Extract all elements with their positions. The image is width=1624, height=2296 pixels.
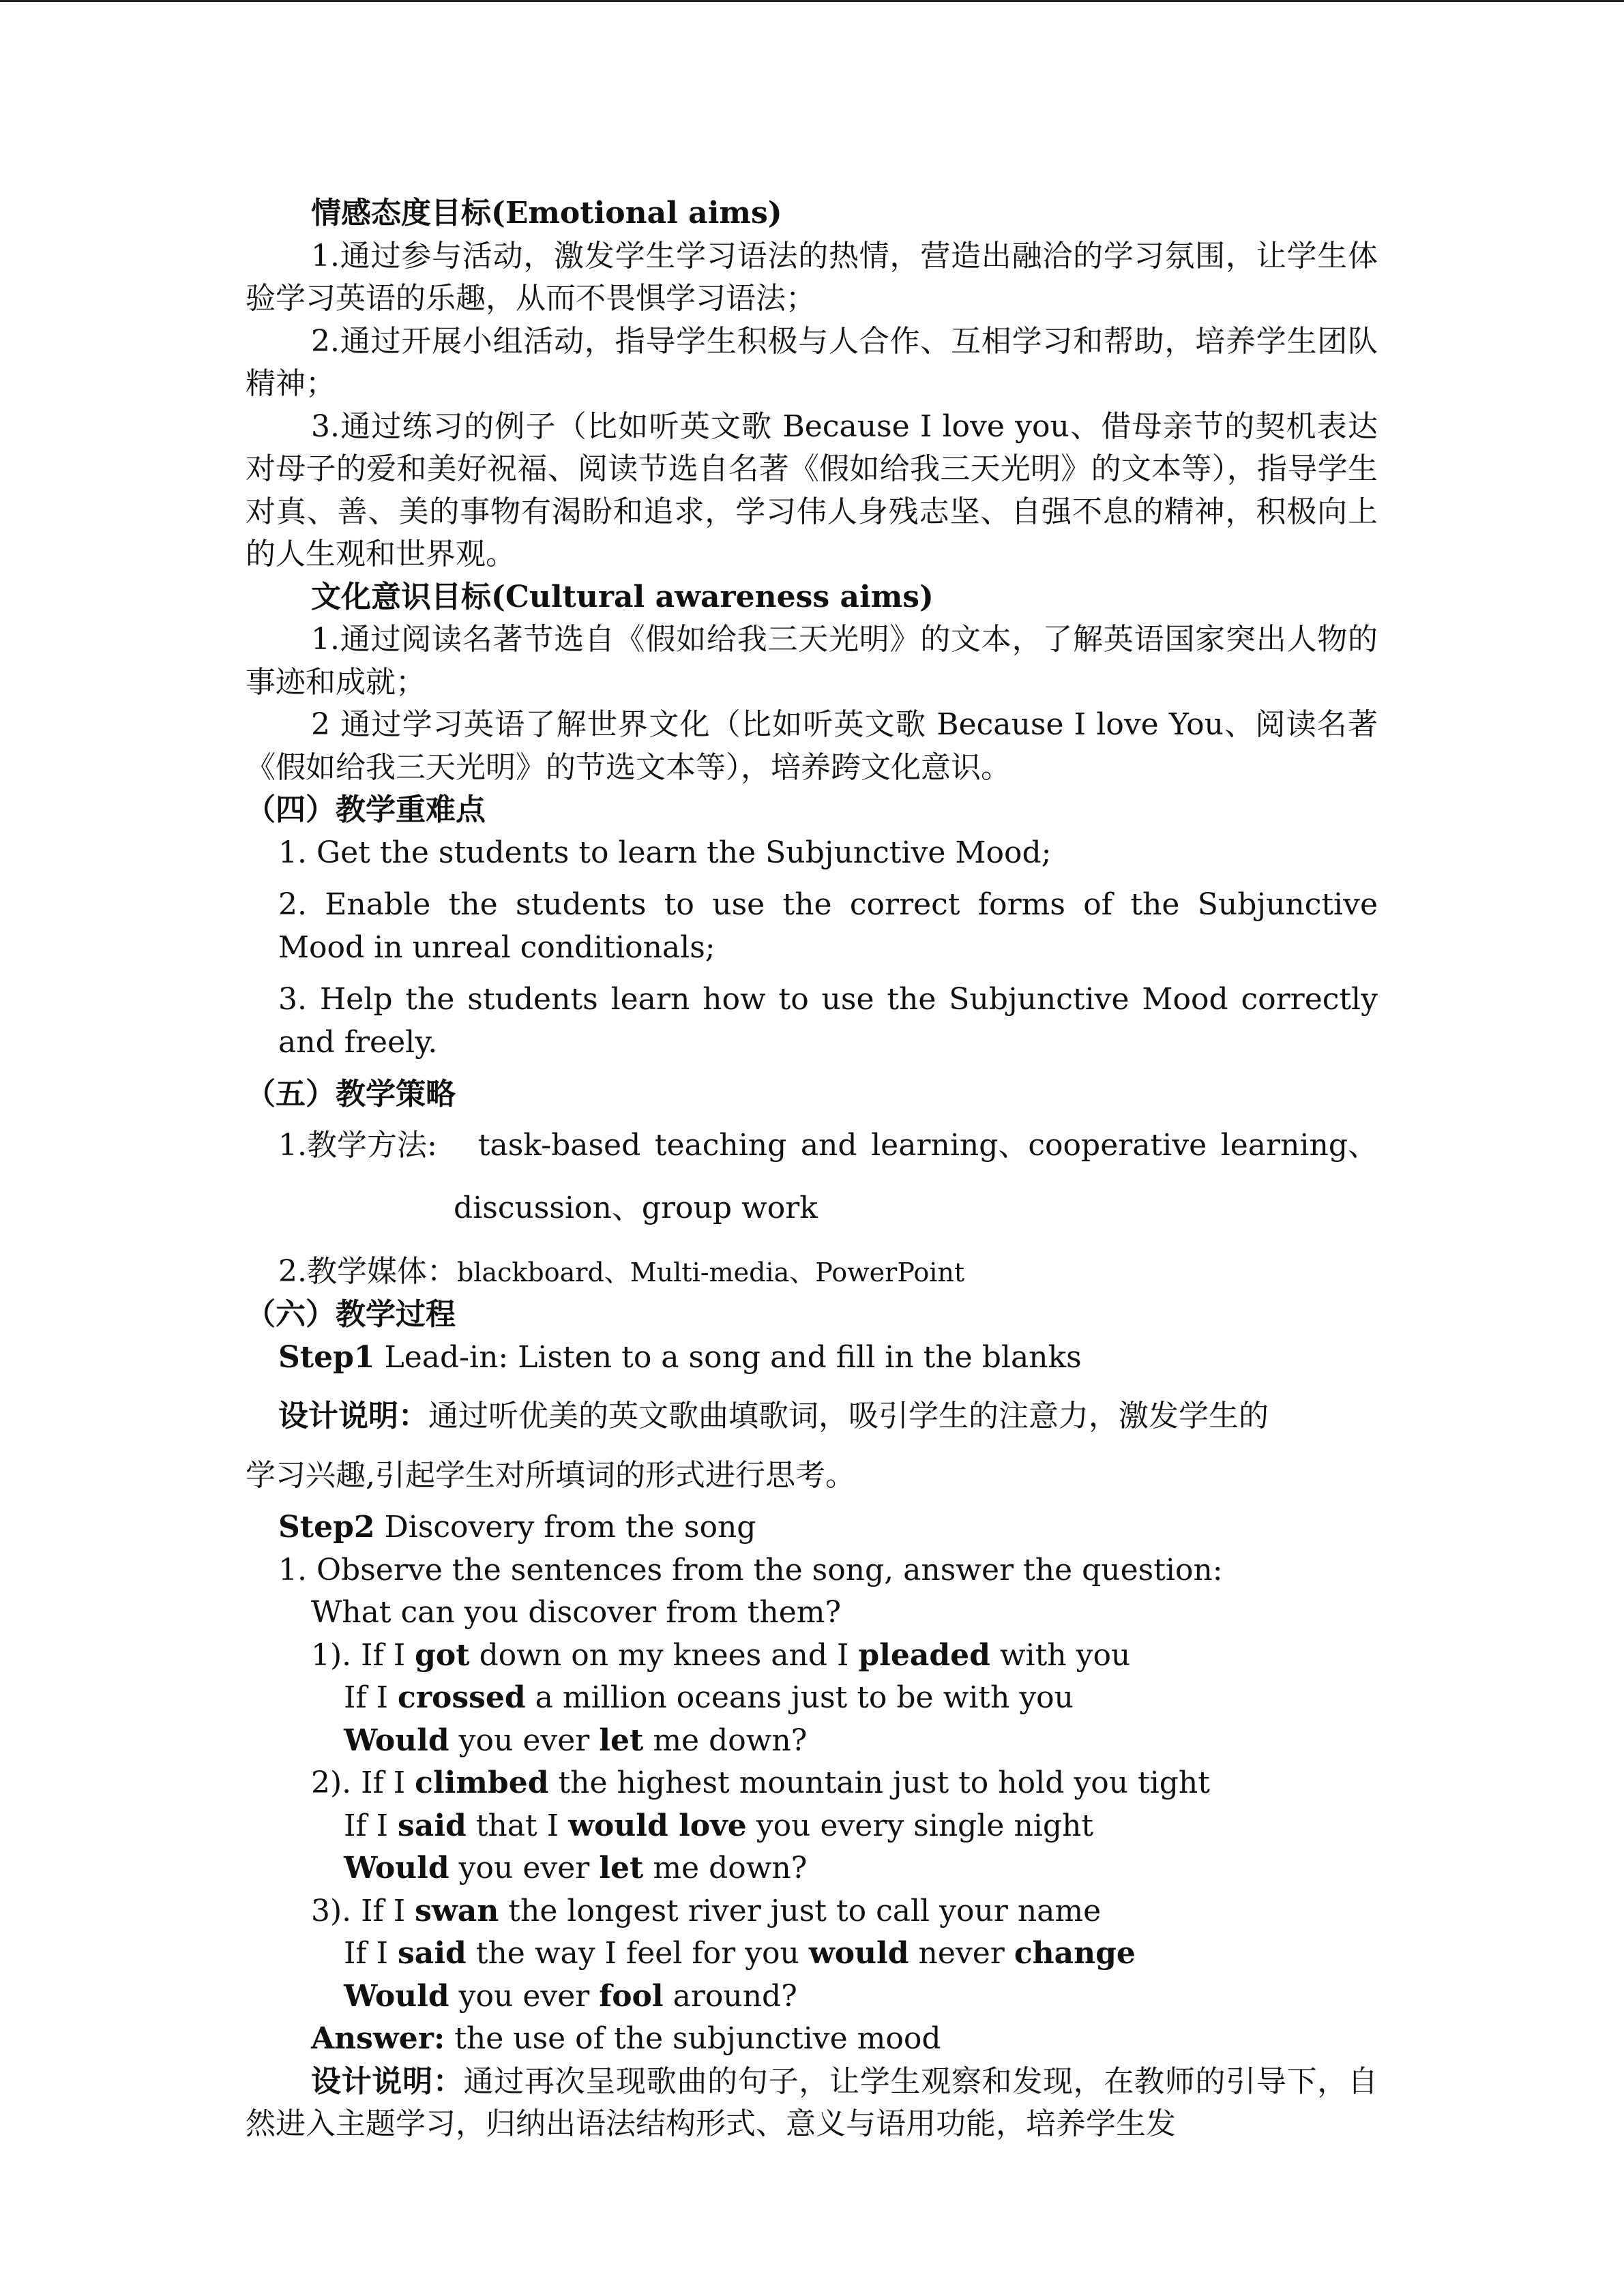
key-point-1: 1. Get the students to learn the Subjunctive Mood; [278,835,1052,870]
teaching-methods-terms [437,1124,1378,1167]
step2-label: Step2 [278,1510,375,1545]
example-1-line-3: Would you ever let me down? [344,1723,808,1758]
step1-text: Lead-in: Listen to a song and fill in the blanks [374,1339,1082,1375]
example-2-line-2: If I said that I would love you every single night [344,1808,1094,1843]
page-top-border [0,0,1624,2]
example-3-line-3: Would you ever fool around? [344,1978,797,2014]
design-note-label: 设计说明： [278,1399,428,1433]
step1-line [246,1337,1378,1380]
cultural-aims-heading: 文化意识目标(Cultural awareness aims) [311,579,934,614]
teaching-media-line [246,1251,1378,1294]
strategy-heading: （五）教学策略 [246,1077,456,1112]
example-1-line-2: If I crossed a million oceans just to be with you [344,1680,1074,1715]
teaching-media-label: 2.教学媒体： [278,1253,457,1289]
example-3-line-2: If I said the way I feel for you would never change [344,1936,1136,1971]
emotional-aims-heading: 情感态度目标(Emotional aims) [311,196,782,230]
cultural-aim-2: 2 通过学习英语了解世界文化（比如听英文歌 Because I love You、阅读名著《假如给我三天光明》的节选文本等），培养跨文化意识。 [246,707,1378,785]
teaching-methods-continued: discussion、group work [454,1191,818,1225]
example-3-line-1: 3). If I swan the longest river just to call your name [311,1893,1102,1928]
emotional-aim-3: 3.通过练习的例子（比如听英文歌 Because I love you、借母亲节的契机表达对母子的爱和美好祝福、阅读节选自名著《假如给我三天光明》的文本等），指导学生对真、善、美的事物有渴盼和追求，学习伟人身残志坚、自强不息的精神，积极向上的人生观和世界观。 [246,408,1378,571]
teaching-media-value: blackboard、Multi-media、PowerPoint [456,1257,965,1287]
process-heading: （六）教学过程 [246,1297,456,1332]
key-points-heading: （四）教学重难点 [246,792,486,827]
design-note-2-text: 通过再次呈现歌曲的句子，让学生观察和发现，在教师的引导下，自然进入主题学习，归纳出语法结构形式、意义与语用功能，培养学生发 [246,2063,1378,2141]
answer-line [246,2018,1378,2061]
design-note-1-text: 通过听优美的英文歌曲填歌词，吸引学生的注意力，激发学生的 [428,1399,1269,1433]
step2-text: Discovery from the song [374,1510,756,1545]
example-1-line-1: 1). If I got down on my knees and I pleaded with you [311,1637,1131,1673]
question-1-sub: What can you discover from them? [311,1595,842,1630]
question-1: 1. Observe the sentences from the song, answer the question: [278,1552,1223,1587]
emotional-aim-2: 2.通过开展小组活动，指导学生积极与人合作、互相学习和帮助，培养学生团队精神； [246,323,1378,401]
emotional-aim-1: 1.通过参与活动，激发学生学习语法的热情，营造出融洽的学习氛围，让学生体验学习英语的乐趣，从而不畏惧学习语法； [246,238,1378,316]
example-2-line-3: Would you ever let me down? [344,1851,808,1885]
method-term: and [800,1127,857,1163]
cultural-aim-1: 1.通过阅读名著节选自《假如给我三天光明》的文本，了解英语国家突出人物的事迹和成就； [246,622,1378,700]
answer-text: the use of the subjunctive mood [445,2021,941,2056]
step1-label: Step1 [278,1339,375,1375]
teaching-methods-label: 1.教学方法: [278,1127,437,1163]
method-term: teaching [654,1127,787,1163]
teaching-methods-line [246,1124,1378,1167]
document-body [246,192,1378,2146]
method-term: task-based [477,1127,641,1163]
key-point-2: 2. Enable the students to use the correct forms of the Subjunctive Mood in unreal conditionals; [278,887,1378,965]
step2-line [246,1506,1378,1549]
design-note-2-label: 设计说明： [311,2063,464,2099]
design-note-1-continued: 学习兴趣,引起学生对所填词的形式进行思考。 [246,1457,855,1493]
key-point-3: 3. Help the students learn how to use the Subjunctive Mood correctly and freely. [278,982,1378,1060]
design-note-2 [246,2061,1378,2146]
answer-label: Answer: [311,2021,445,2056]
design-note-1 [246,1395,1378,1438]
method-term: learning、cooperative [871,1127,1207,1163]
example-2-line-1: 2). If I climbed the highest mountain just to hold you tight [311,1765,1210,1800]
method-term: learning、 [1220,1127,1378,1163]
